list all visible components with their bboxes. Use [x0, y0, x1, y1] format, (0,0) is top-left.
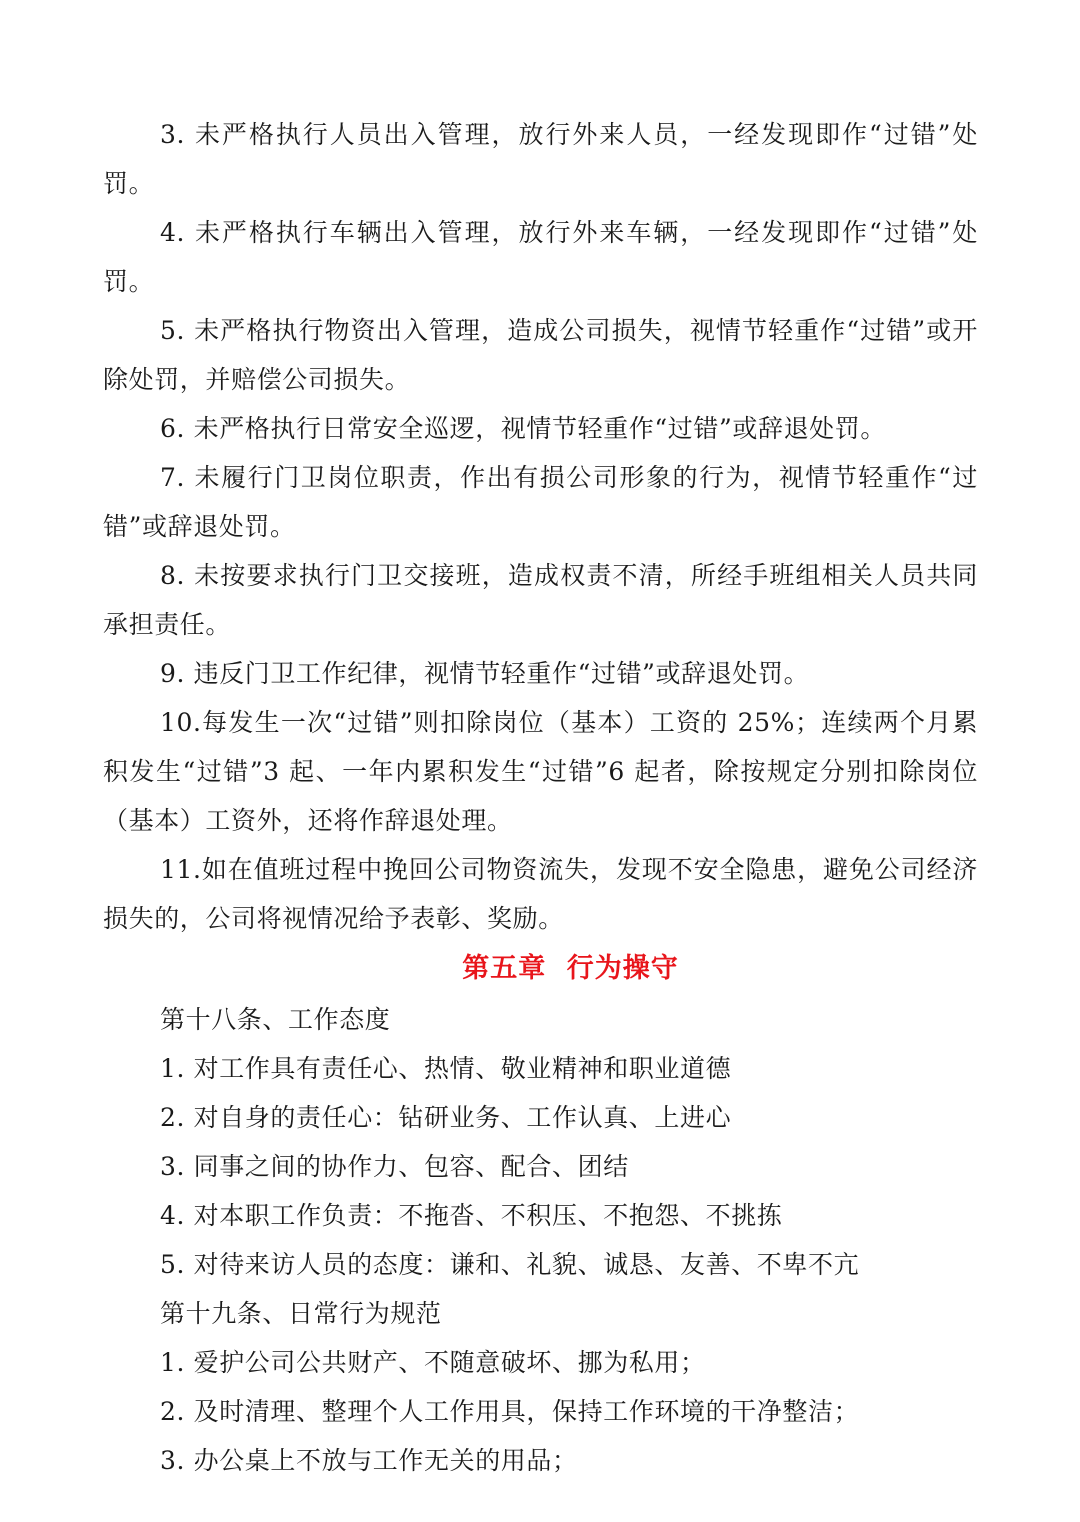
penalty-item-6: 6. 未严格执行日常安全巡逻，视情节轻重作“过错”或辞退处罚。: [160, 414, 886, 443]
attitude-item-5: 5. 对待来访人员的态度：谦和、礼貌、诚恳、友善、不卑不亢: [160, 1250, 860, 1279]
article-19-heading: 第十九条、日常行为规范: [160, 1299, 442, 1328]
penalty-item-7: 7. 未履行门卫岗位职责，作出有损公司形象的行为，视情节轻重作“过错”或辞退处罚。: [103, 463, 978, 541]
conduct-item-2: 2. 及时清理、整理个人工作用具，保持工作环境的干净整洁；: [160, 1397, 860, 1426]
attitude-item-1: 1. 对工作具有责任心、热情、敬业精神和职业道德: [160, 1054, 732, 1083]
document-body: [103, 110, 978, 1485]
attitude-item-4: 4. 对本职工作负责：不拖沓、不积压、不抱怨、不挑拣: [160, 1201, 783, 1230]
article-18-heading: 第十八条、工作态度: [160, 1005, 391, 1034]
penalty-item-5: 5. 未严格执行物资出入管理，造成公司损失，视情节轻重作“过错”或开除处罚，并赔偿公司损失。: [103, 316, 978, 394]
attitude-item-3: 3. 同事之间的协作力、包容、配合、团结: [160, 1152, 629, 1181]
penalty-item-10: 10.每发生一次“过错”则扣除岗位（基本）工资的 25%；连续两个月累积发生“过错”3 起、一年内累积发生“过错”6 起者，除按规定分别扣除岗位（基本）工资外，还将作辞退处理。: [103, 708, 978, 835]
conduct-item-1: 1. 爱护公司公共财产、不随意破坏、挪为私用；: [160, 1348, 706, 1377]
conduct-item-3: 3. 办公桌上不放与工作无关的用品；: [160, 1446, 578, 1475]
penalty-item-9: 9. 违反门卫工作纪律，视情节轻重作“过错”或辞退处罚。: [160, 659, 810, 688]
chapter-title: 第五章 行为操守: [462, 953, 679, 984]
penalty-item-3: 3. 未严格执行人员出入管理，放行外来人员，一经发现即作“过错”处罚。: [103, 120, 978, 198]
penalty-item-4: 4. 未严格执行车辆出入管理，放行外来车辆，一经发现即作“过错”处罚。: [103, 218, 978, 296]
penalty-item-11: 11.如在值班过程中挽回公司物资流失，发现不安全隐患，避免公司经济损失的，公司将视情况给予表彰、奖励。: [103, 855, 978, 933]
penalty-item-8: 8. 未按要求执行门卫交接班，造成权责不清，所经手班组相关人员共同承担责任。: [103, 561, 978, 639]
attitude-item-2: 2. 对自身的责任心：钻研业务、工作认真、上进心: [160, 1103, 732, 1132]
